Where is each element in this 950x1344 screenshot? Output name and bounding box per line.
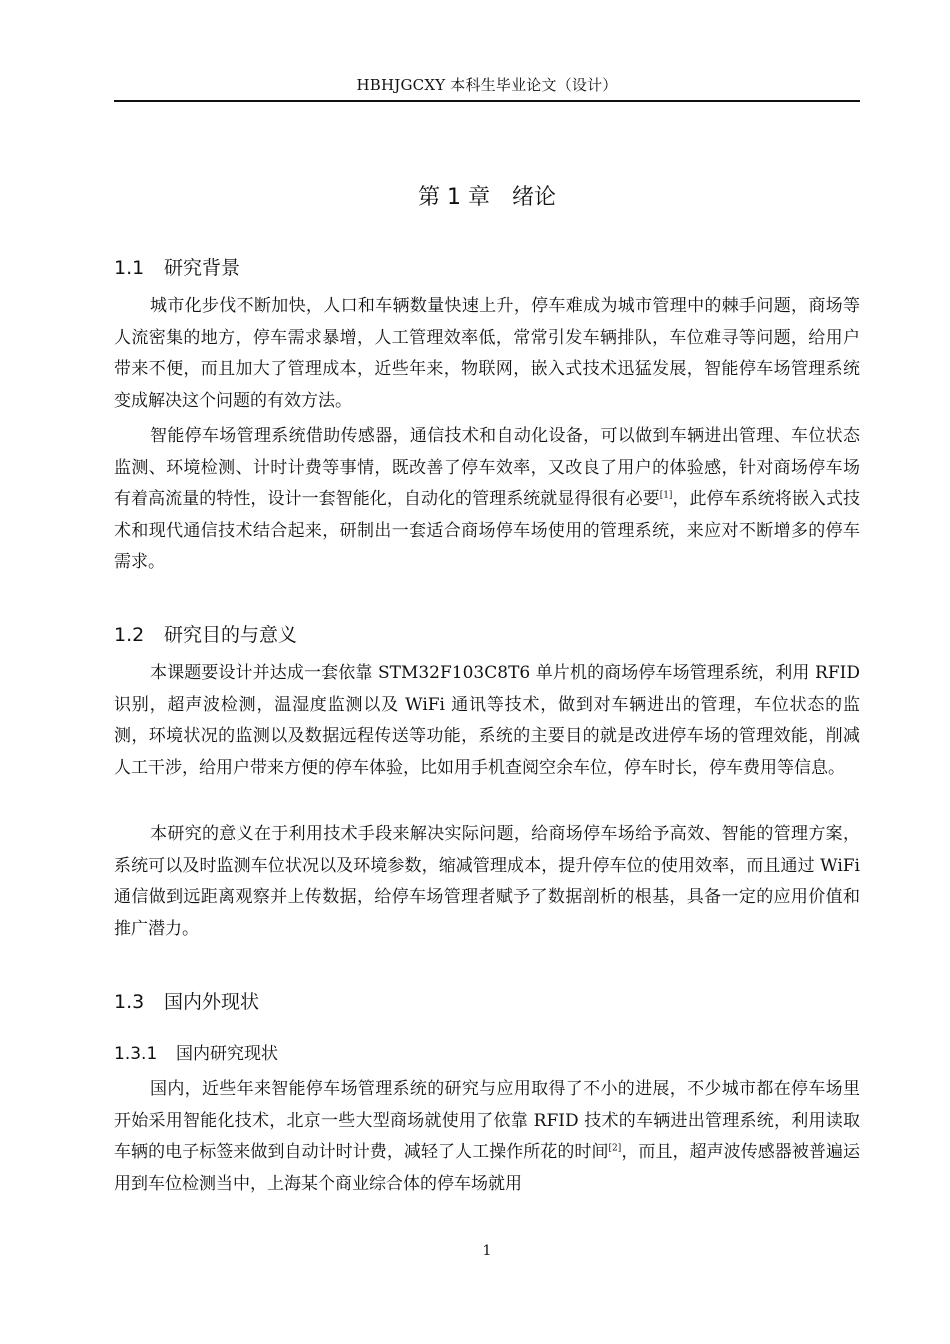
section-heading-1-2	[114, 620, 297, 647]
citation-ref: [2]	[608, 1143, 622, 1154]
subsection-heading-1-3-1	[114, 1039, 278, 1064]
paragraph-text: 智能停车场管理系统借助传感器，通信技术和自动化设备，可以做到车辆进出管理、车位状态监测、环境检测、计时计费等事情，既改善了停车效率，又改良了用户的体验感，针对商场停车场有着高流量的特性，设计一套智能化，自动化的管理系统就显得很有必要	[114, 426, 860, 509]
page-number: 1	[482, 1243, 492, 1259]
header-rule	[114, 100, 860, 102]
paragraph-text: ，而且，超声波传感器被普遍运用到车位检测当中，上海某个商业综合体的停车场就用	[114, 1142, 861, 1194]
paragraph-text: ，此停车系统将嵌入式技术和现代通信技术结合起来，研制出一套适合商场停车场使用的管理系统，来应对不断增多的停车需求。	[114, 489, 861, 572]
paragraph-1-2-2: 本研究的意义在于利用技术手段来解决实际问题，给商场停车场给予高效、智能的管理方案，系统可以及时监测车位状况以及环境参数，缩减管理成本，提升停车位的使用效率，而且通过 WiFi 通信做到远距离观察并上传数据，给停车场管理者赋予了数据剖析的根基，具备一定的应用价值和推广潜力。	[114, 824, 860, 939]
paragraph-1-1-2	[114, 421, 860, 579]
chapter-title: 第 1 章 绪论	[418, 185, 556, 210]
paragraph-1-2-1: 本课题要设计并达成一套依靠 STM32F103C8T6 单片机的商场停车场管理系统，利用 RFID 识别，超声波检测，温湿度监测以及 WiFi 通讯等技术，做到对车辆进出的管理，车位状态的监测，环境状况的监测以及数据远程传送等功能，系统的主要目的就是改进停车场的管理效能，削减人工干涉，给用户带来方便的停车体验，比如用手机查阅空余车位，停车时长，停车费用等信息。	[114, 663, 860, 778]
section-title: 研究目的与意义	[164, 624, 298, 646]
section-number: 1.1	[114, 257, 145, 279]
paragraph-1-3-1-1	[114, 1074, 860, 1200]
section-heading-1-3	[114, 987, 259, 1014]
subsection-number: 1.3.1	[114, 1044, 158, 1064]
running-header: HBHJGCXY 本科生毕业论文（设计）	[356, 76, 618, 94]
paragraph-1-1-1: 城市化步伐不断加快，人口和车辆数量快速上升，停车难成为城市管理中的棘手问题，商场等人流密集的地方，停车需求暴增，人工管理效率低，常常引发车辆排队，车位难寻等问题，给用户带来不便，而且加大了管理成本，近些年来，物联网，嵌入式技术迅猛发展，智能停车场管理系统变成解决这个问题的有效方法。	[114, 296, 860, 411]
paragraph-text: 国内，近些年来智能停车场管理系统的研究与应用取得了不小的进展，不少城市都在停车场里开始采用智能化技术，北京一些大型商场就使用了依靠 RFID 技术的车辆进出管理系统，利用读取车辆的电子标签来做到自动计时计费，减轻了人工操作所花的时间	[114, 1079, 860, 1162]
section-title: 研究背景	[164, 257, 241, 279]
section-title: 国内外现状	[164, 991, 260, 1013]
subsection-title: 国内研究现状	[176, 1044, 278, 1064]
citation-ref: [1]	[659, 490, 673, 501]
section-number: 1.3	[114, 991, 145, 1013]
section-number: 1.2	[114, 624, 145, 646]
section-heading-1-1	[114, 253, 240, 280]
